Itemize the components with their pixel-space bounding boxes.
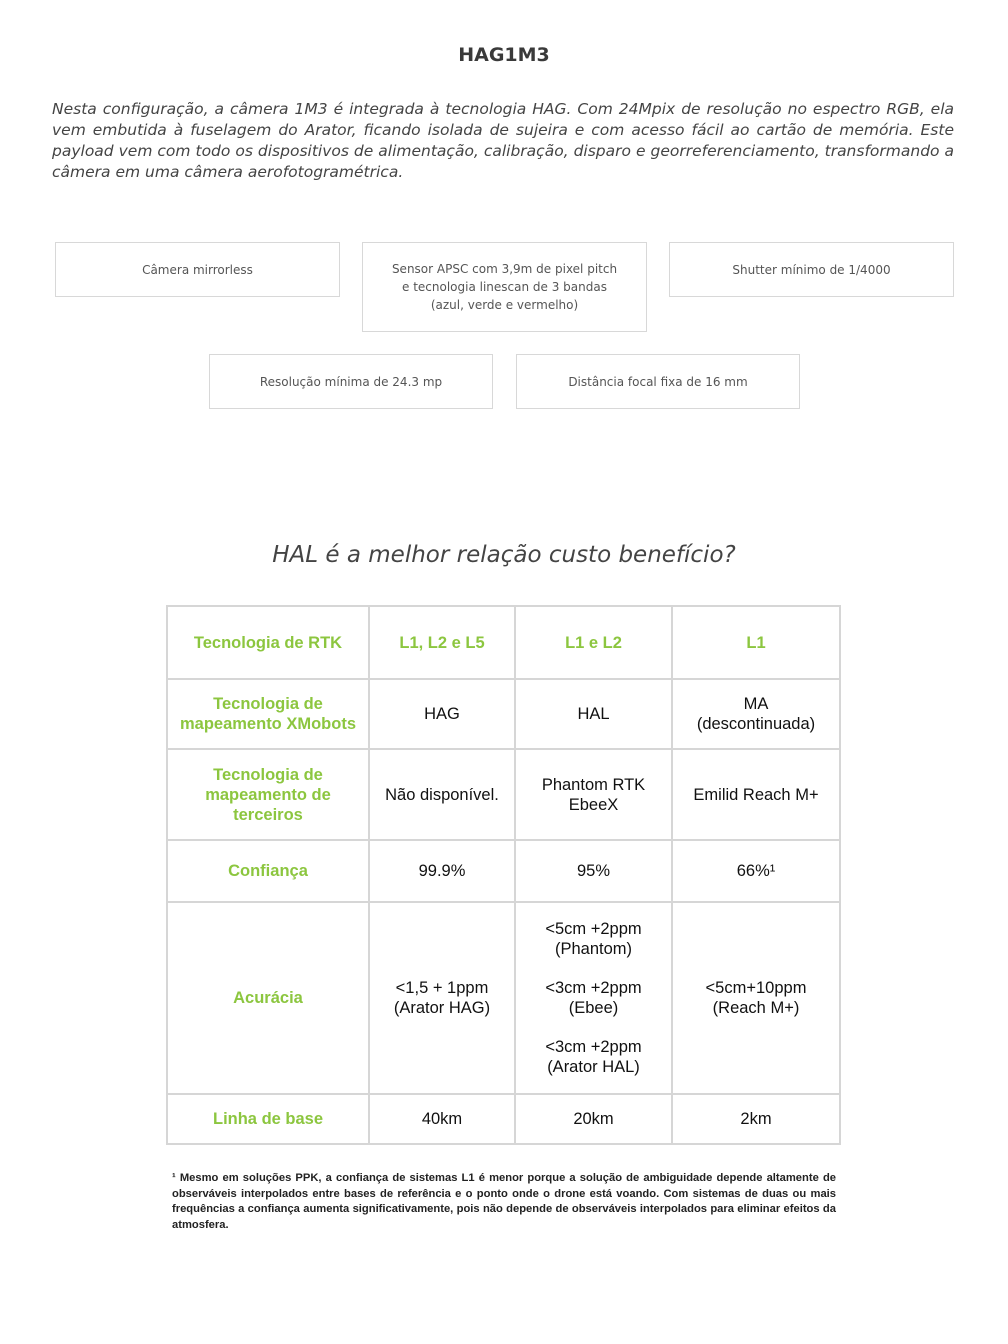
intro-paragraph: Nesta configuração, a câmera 1M3 é integrada à tecnologia HAG. Com 24Mpix de resolução no espectro RGB, ela vem embutida à fuselagem do Arator, ficando isolada de sujeira e com acesso fácil ao cartão de memória. Este payload vem com todo os dispositivos de alimentação, calibração, disparo e georreferenciamento, transformando a câmera em uma câmera aerofotogramétrica. [52,100,954,181]
table-cell [515,679,672,749]
cell-line: <5cm +2ppm [545,920,642,938]
cell-line: <1,5 + 1ppm [395,979,489,997]
cell-line: Emilid Reach M+ [693,785,819,804]
cell-line: (Arator HAL) [547,1058,640,1076]
table-header-cell: L1, L2 e L5 [369,606,515,679]
feature-box-shutter [669,242,954,297]
table-cell [672,1094,840,1144]
row-label-line: Confiança [228,862,308,880]
feature-box-resolution [209,354,493,409]
feature-text: Shutter mínimo de 1/4000 [732,262,891,277]
cell-line: EbeeX [568,795,619,814]
cell-line: HAG [424,705,460,723]
cell-line: Não disponível. [385,785,499,804]
cell-line: (Phantom) [554,940,633,958]
cell-line: 99.9% [418,862,466,880]
table-row [167,679,840,749]
table-row [167,1094,840,1144]
row-label-line: Linha de base [212,1110,324,1128]
table-row-label [167,840,369,902]
section-title: HAL é a melhor relação custo benefício? [272,542,736,568]
feature-box-sensor [362,242,647,332]
cell-line: 95% [576,862,611,880]
footnote: ¹ Mesmo em soluções PPK, a confiança de sistemas L1 é menor porque a solução de ambiguidade depende altamente de observáveis interpolados entre bases de referência e o ponto onde o drone está voando. Com sistemas de duas ou mais frequências a confiança aumenta significativamente, pois não depende de observáveis interpolados para eliminar efeitos da atmosfera. [172,1172,836,1231]
row-label-line: Acurácia [233,989,303,1007]
table-cell [369,749,515,840]
table-header-cell: L1 [672,606,840,679]
cell-line: 40km [421,1110,463,1128]
cell-line: <3cm +2ppm [545,979,642,997]
feature-text: Sensor APSC com 3,9m de pixel pitch e tecnologia linescan de 3 bandas (azul, verde e vermelho) [391,262,618,312]
cell-line: HAL [577,705,610,723]
table-cell [515,902,672,1094]
table-row [167,902,840,1094]
table-cell [515,840,672,902]
comparison-table [166,605,841,1145]
cell-line: 66%¹ [736,862,776,880]
feature-text: Resolução mínima de 24.3 mp [259,374,443,389]
row-label-line: Tecnologia de [213,765,323,784]
table-cell [369,1094,515,1144]
row-label-line: Tecnologia de [213,695,323,713]
row-label-line: terceiros [233,805,303,824]
table-row-label [167,749,369,840]
cell-spacer [522,959,665,978]
cell-line: (Ebee) [568,999,619,1017]
table-header-label: Tecnologia de RTK [167,606,369,679]
cell-line: (Arator HAG) [393,999,491,1017]
cell-line: <3cm +2ppm [545,1038,642,1056]
table-cell [672,902,840,1094]
table-cell [369,902,515,1094]
feature-box-camera [55,242,340,297]
table-cell [672,840,840,902]
cell-line: (descontinuada) [696,715,816,733]
table-cell [672,679,840,749]
feature-text: Câmera mirrorless [142,262,253,277]
table-row-label [167,679,369,749]
table-cell [515,1094,672,1144]
row-label-line: mapeamento XMobots [179,715,357,733]
cell-line: MA [743,695,769,713]
table-cell [515,749,672,840]
cell-line: (Reach M+) [712,999,800,1017]
comparison-table-body [167,606,840,1144]
table-header-row [167,606,840,679]
cell-line: Phantom RTK [541,775,646,794]
table-row [167,749,840,840]
table-header-cell: L1 e L2 [515,606,672,679]
feature-box-focal [516,354,800,409]
cell-spacer [522,1018,665,1037]
row-label-line: mapeamento de [205,785,331,804]
cell-line: 20km [573,1110,614,1128]
table-row-label [167,1094,369,1144]
table-cell [369,679,515,749]
feature-text: Distância focal fixa de 16 mm [568,374,748,389]
table-row [167,840,840,902]
table-row-label [167,902,369,1094]
cell-line: 2km [740,1110,772,1128]
table-cell [369,840,515,902]
cell-line: <5cm+10ppm [705,979,807,997]
page-title: HAG1M3 [458,44,550,66]
table-cell [672,749,840,840]
